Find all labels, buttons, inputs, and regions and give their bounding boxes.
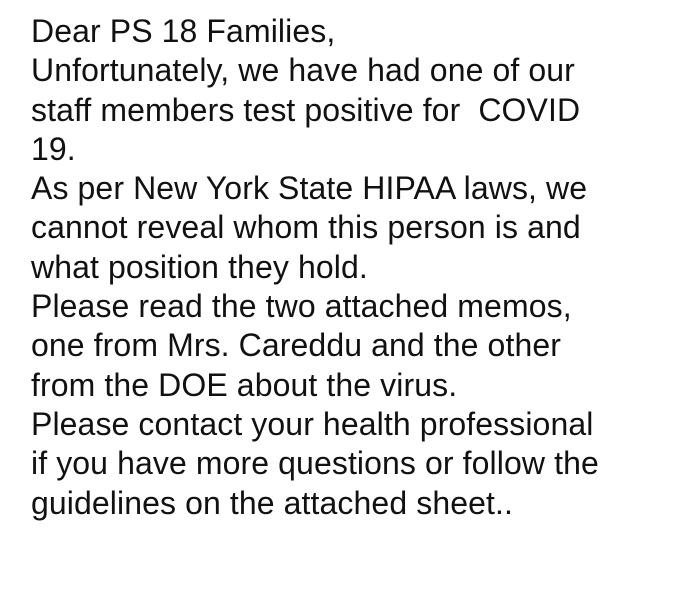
message-line: what position they hold. — [31, 248, 368, 285]
message-line: guidelines on the attached sheet.. — [31, 484, 513, 521]
message-line: Please contact your health professional — [31, 405, 594, 442]
announcement-message — [31, 12, 671, 523]
message-line: 19. — [31, 130, 76, 167]
message-line: if you have more questions or follow the — [31, 445, 599, 482]
message-line: staff members test positive for COVID — [31, 91, 581, 128]
message-line: one from Mrs. Careddu and the other — [31, 327, 561, 364]
message-line-greeting: Dear PS 18 Families, — [31, 13, 336, 49]
message-line: As per New York State HIPAA laws, we — [31, 170, 588, 207]
message-line: from the DOE about the virus. — [31, 366, 458, 403]
message-line: Unfortunately, we have had one of our — [31, 52, 575, 89]
message-line: Please read the two attached memos, — [31, 288, 572, 325]
message-line: cannot reveal whom this person is and — [31, 209, 581, 246]
